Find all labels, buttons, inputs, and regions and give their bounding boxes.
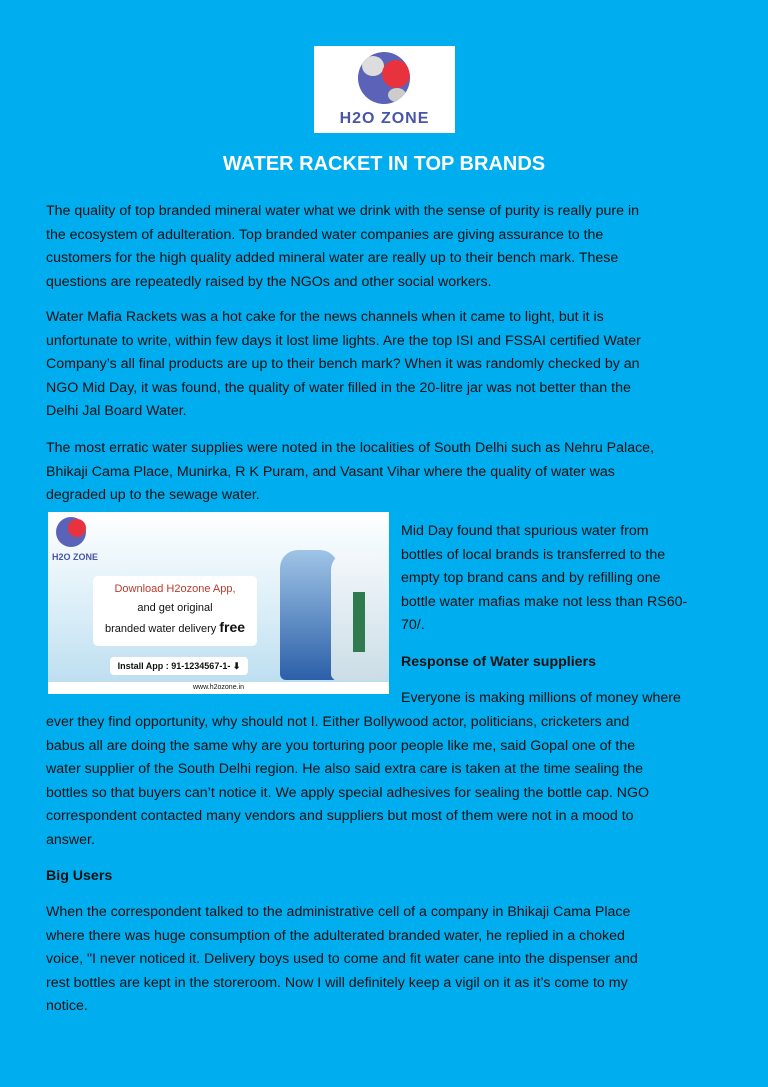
text-line: Delhi Jal Board Water. [46, 403, 187, 420]
text-line: The quality of top branded mineral water what we drink with the sense of purity is really pure in [46, 203, 640, 219]
text-line: the ecosystem of adulteration. Top branded water companies are giving assurance to the [46, 226, 604, 243]
text-line: bottle water mafias make not less than RS60- [401, 593, 688, 610]
text-line: water supplier of the South Delhi region. He also said extra care is taken at the time sealing the [46, 761, 643, 778]
ad-logo-text: H2O ZONE [52, 552, 99, 562]
paragraph-5 [46, 711, 649, 853]
text-line: customers for the high quality added mineral water are really up to their bench mark. These [46, 250, 619, 267]
logo-ball-icon [358, 52, 410, 104]
page-title: WATER RACKET IN TOP BRANDS [222, 153, 546, 175]
ad-line-2: and get original [137, 602, 213, 614]
paragraph-5-start: Everyone is making millions of money where [401, 690, 681, 706]
text-line: where there was huge consumption of the adulterated branded water, he replied in a choked [46, 927, 625, 944]
text-line: correspondent contacted many vendors and suppliers but most of them were not in a mood to [46, 808, 634, 825]
water-jar-icon [280, 550, 338, 680]
heading-big-users: Big Users [46, 868, 113, 884]
ad-message-box [93, 576, 257, 646]
text-line: Water Mafia Rackets was a hot cake for the news channels when it came to light, but it is [46, 309, 604, 325]
h2o-zone-logo [314, 46, 455, 133]
text-line: empty top brand cans and by refilling one [401, 570, 661, 587]
ad-url: www.h2ozone.in [48, 682, 389, 694]
text-line: answer. [46, 831, 95, 848]
paragraph-2 [46, 306, 641, 424]
ad-free: free [219, 619, 246, 635]
text-line: degraded up to the sewage water. [46, 487, 260, 504]
paragraph-6 [46, 901, 638, 1019]
ad-line-1: Download H2ozone App, [114, 583, 236, 595]
logo-text: H2O ZONE [339, 110, 430, 127]
paragraph-4 [401, 520, 687, 638]
text-line: notice. [46, 998, 88, 1015]
text-line: bottles so that buyers can’t notice it. We apply special adhesives for sealing the bottle cap. NGO [46, 784, 650, 801]
text-line: questions are repeatedly raised by the NGOs and other social workers. [46, 273, 492, 290]
text-line: voice, "I never noticed it. Delivery boys used to come and fit water cane into the dispenser and [46, 951, 638, 968]
text-line: Bhikaji Cama Place, Munirka, R K Puram, and Vasant Vihar where the quality of water was [46, 463, 615, 480]
text-line: Mid Day found that spurious water from [401, 523, 649, 539]
ad-install-text: Install App : 91-1234567-1- ⬇ [110, 657, 248, 675]
text-line: 70/. [401, 617, 425, 634]
water-jar-icon [331, 552, 387, 680]
heading-response: Response of Water suppliers [401, 654, 596, 670]
ad-line-3: branded water delivery [104, 623, 217, 635]
text-line: bottles of local brands is transferred to the [401, 546, 666, 563]
text-line: Company’s all final products are up to their bench mark? When it was randomly checked by an [46, 356, 640, 373]
h2ozone-advert-image [48, 512, 389, 694]
text-line: unfortunate to write, within few days it lost lime lights. Are the top ISI and FSSAI certified Water [46, 332, 641, 349]
text-line: NGO Mid Day, it was found, the quality of water filled in the 20-litre jar was not better than the [46, 379, 631, 396]
text-line: When the correspondent talked to the administrative cell of a company in Bhikaji Cama Place [46, 904, 631, 920]
text-line: rest bottles are kept in the storeroom. Now I will definitely keep a vigil on it as it’s come to my [46, 974, 628, 991]
ad-logo-icon [56, 517, 86, 547]
text-line: ever they find opportunity, why should not I. Either Bollywood actor, politicians, cricketers and [46, 714, 630, 730]
text-line: The most erratic water supplies were noted in the localities of South Delhi such as Nehru Palace, [46, 440, 655, 456]
paragraph-3 [46, 437, 654, 508]
text-line: babus all are doing the same why are you torturing poor people like me, said Gopal one of the [46, 737, 636, 754]
paragraph-1 [46, 200, 639, 294]
